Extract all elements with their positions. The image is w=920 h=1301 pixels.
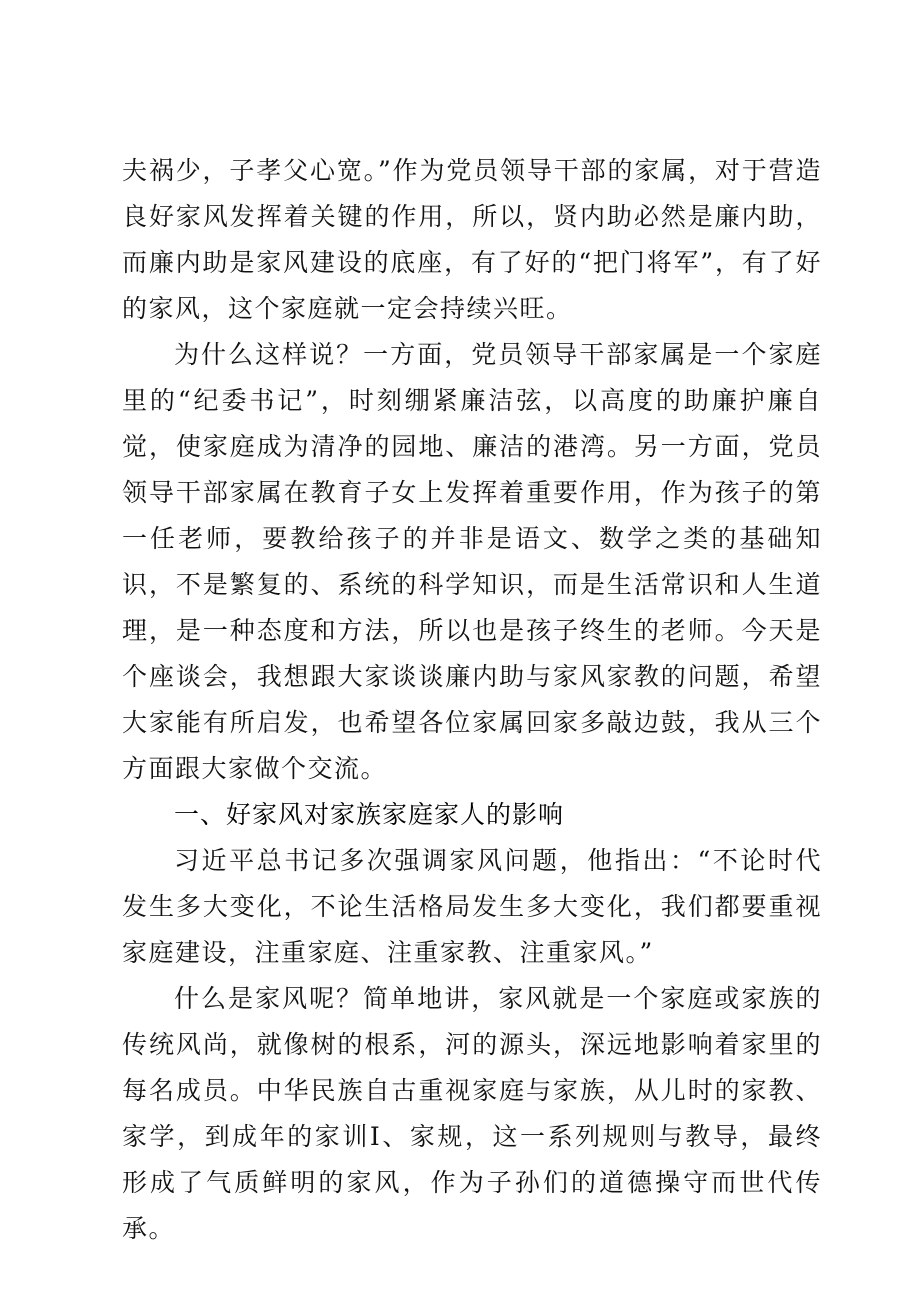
document-body xyxy=(122,148,822,1252)
section-heading: 一、好家风对家族家庭家人的影响 xyxy=(174,800,565,829)
paragraph-family-style: 什么是家风呢？简单地讲，家风就是一个家庭或家族的传统风尚，就像树的根系，河的源头，深远地影响着家里的每名成员。中华民族自古重视家庭与家族，从儿时的家教、家学，到成年的家训I、家规，这一系列规则与教导，最终形成了气质鲜明的家风，作为子孙们的道德操守而世代传承。 xyxy=(122,984,822,1243)
paragraph-quote: 习近平总书记多次强调家风问题，他指出：“不论时代发生多大变化，不论生活格局发生多大变化，我们都要重视家庭建设，注重家庭、注重家教、注重家风。” xyxy=(122,846,822,967)
paragraph-continuation: 夫祸少，子孝父心宽。”作为党员领导干部的家属，对于营造良好家风发挥着关键的作用，所以，贤内助必然是廉内助，而廉内助是家风建设的底座，有了好的“把门将军”，有了好的家风，这个家庭就一定会持续兴旺。 xyxy=(122,156,822,323)
paragraph-why: 为什么这样说？一方面，党员领导干部家属是一个家庭里的“纪委书记”，时刻绷紧廉洁弦，以高度的助廉护廉自觉，使家庭成为清净的园地、廉洁的港湾。另一方面，党员领导干部家属在教育子女上发挥着重要作用，作为孩子的第一任老师，要教给孩子的并非是语文、数学之类的基础知识，不是繁复的、系统的科学知识，而是生活常识和人生道理，是一种态度和方法，所以也是孩子终生的老师。今天是个座谈会，我想跟大家谈谈廉内助与家风家教的问题，希望大家能有所启发，也希望各位家属回家多敲边鼓，我从三个方面跟大家做个交流。 xyxy=(122,340,822,783)
